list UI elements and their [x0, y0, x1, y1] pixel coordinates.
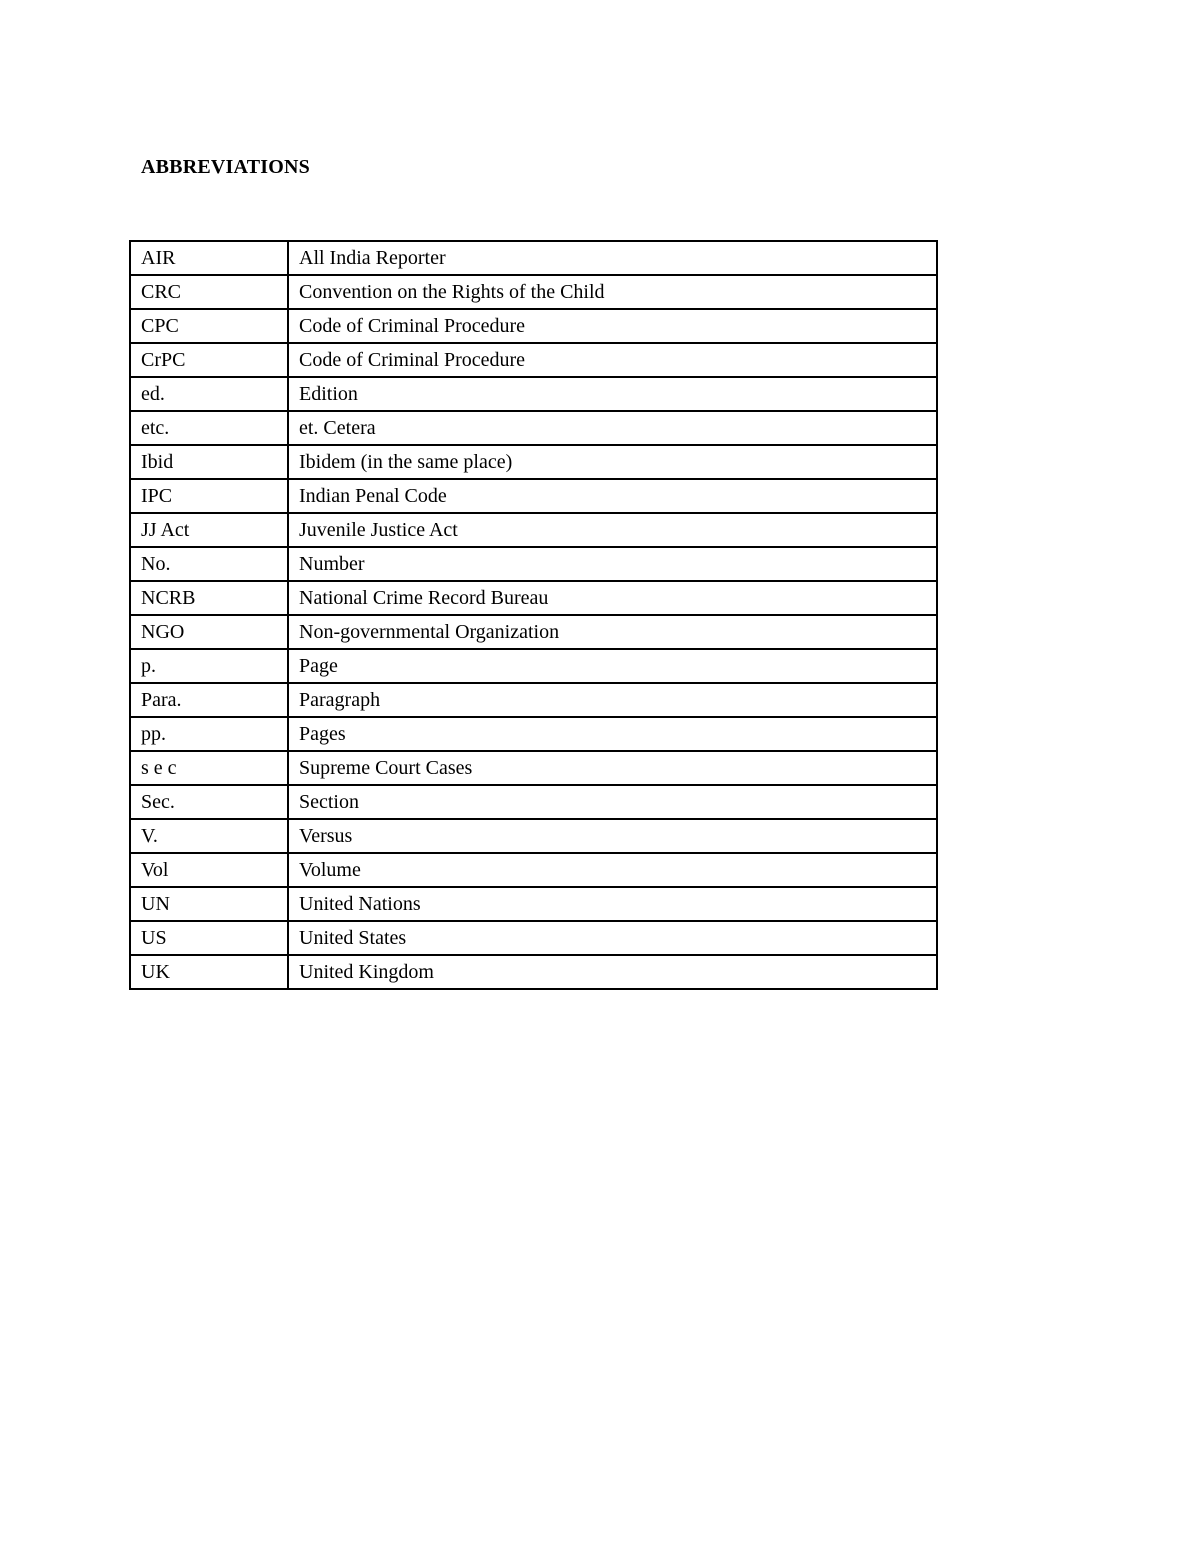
table-row: [130, 649, 937, 683]
abbreviation-cell: US: [130, 921, 288, 955]
table-row: [130, 921, 937, 955]
abbreviation-cell: ed.: [130, 377, 288, 411]
meaning-cell: Code of Criminal Procedure: [288, 343, 937, 377]
abbreviation-cell: CRC: [130, 275, 288, 309]
table-row: [130, 309, 937, 343]
table-row: [130, 615, 937, 649]
abbreviation-cell: UN: [130, 887, 288, 921]
meaning-cell: Juvenile Justice Act: [288, 513, 937, 547]
table-row: [130, 547, 937, 581]
abbreviation-cell: No.: [130, 547, 288, 581]
abbreviation-cell: Para.: [130, 683, 288, 717]
meaning-cell: Pages: [288, 717, 937, 751]
table-row: [130, 411, 937, 445]
meaning-cell: et. Cetera: [288, 411, 937, 445]
meaning-cell: Page: [288, 649, 937, 683]
table-row: [130, 819, 937, 853]
abbreviation-cell: p.: [130, 649, 288, 683]
table-row: [130, 343, 937, 377]
abbreviation-cell: Vol: [130, 853, 288, 887]
abbreviation-cell: CPC: [130, 309, 288, 343]
meaning-cell: Convention on the Rights of the Child: [288, 275, 937, 309]
page-title: ABBREVIATIONS: [141, 156, 310, 178]
meaning-cell: Supreme Court Cases: [288, 751, 937, 785]
meaning-cell: Paragraph: [288, 683, 937, 717]
abbreviation-cell: s e c: [130, 751, 288, 785]
table-row: [130, 785, 937, 819]
abbreviation-cell: Ibid: [130, 445, 288, 479]
table-row: [130, 751, 937, 785]
meaning-cell: Code of Criminal Procedure: [288, 309, 937, 343]
meaning-cell: Number: [288, 547, 937, 581]
table-row: [130, 513, 937, 547]
meaning-cell: Versus: [288, 819, 937, 853]
meaning-cell: Indian Penal Code: [288, 479, 937, 513]
meaning-cell: Volume: [288, 853, 937, 887]
table-row: [130, 241, 937, 275]
table-row: [130, 377, 937, 411]
abbreviation-cell: CrPC: [130, 343, 288, 377]
abbreviation-cell: IPC: [130, 479, 288, 513]
table-row: [130, 887, 937, 921]
meaning-cell: Non-governmental Organization: [288, 615, 937, 649]
abbreviation-cell: pp.: [130, 717, 288, 751]
table-row: [130, 853, 937, 887]
table-row: [130, 955, 937, 989]
meaning-cell: United Kingdom: [288, 955, 937, 989]
meaning-cell: Edition: [288, 377, 937, 411]
abbreviations-table-body: [130, 241, 937, 989]
abbreviations-table: [129, 240, 938, 990]
table-row: [130, 717, 937, 751]
abbreviation-cell: Sec.: [130, 785, 288, 819]
table-row: [130, 445, 937, 479]
table-row: [130, 683, 937, 717]
abbreviation-cell: UK: [130, 955, 288, 989]
abbreviation-cell: NCRB: [130, 581, 288, 615]
meaning-cell: United Nations: [288, 887, 937, 921]
abbreviation-cell: JJ Act: [130, 513, 288, 547]
abbreviation-cell: V.: [130, 819, 288, 853]
meaning-cell: All India Reporter: [288, 241, 937, 275]
abbreviation-cell: AIR: [130, 241, 288, 275]
abbreviation-cell: etc.: [130, 411, 288, 445]
meaning-cell: United States: [288, 921, 937, 955]
table-row: [130, 479, 937, 513]
meaning-cell: Ibidem (in the same place): [288, 445, 937, 479]
table-row: [130, 275, 937, 309]
meaning-cell: National Crime Record Bureau: [288, 581, 937, 615]
meaning-cell: Section: [288, 785, 937, 819]
table-row: [130, 581, 937, 615]
abbreviation-cell: NGO: [130, 615, 288, 649]
